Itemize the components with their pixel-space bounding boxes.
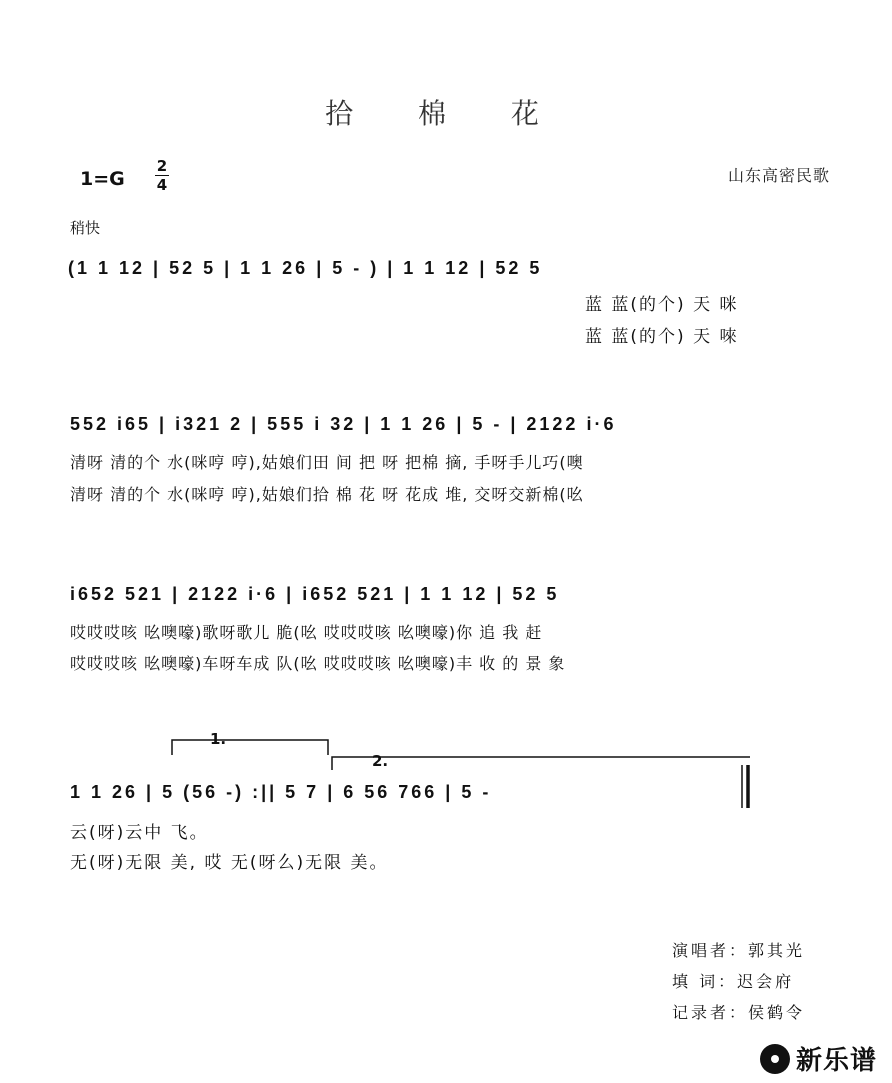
lyric-line-1-verse-1: 蓝 蓝(的个) 天 咪 [585,295,739,315]
volta-2-label: 2. [372,752,389,770]
credit-singer: 演唱者：郭其光 [672,941,806,960]
lyric-line-4-verse-2: 无(呀)无限 美, 哎 无(呀么)无限 美。 [70,853,389,873]
meter-top: 2 [156,157,168,175]
notation-line-1: (1 1 12 | 52 5 | 1 1 26 | 5 - ) | 1 1 12 | 52 5 [68,258,543,278]
lyric-line-2-verse-1: 清呀 清的个 水(咪哼 哼),姑娘们田 间 把 呀 把棉 摘, 手呀手儿巧(噢 [70,453,584,472]
credit-recorder: 记录者：侯鹤令 [672,1003,806,1022]
tempo-marking: 稍快 [70,219,101,237]
notation-line-2: 552 i65 | i321 2 | 555 i 32 | 1 1 26 | 5 - | 2122 i·6 [70,414,617,434]
lyric-line-2-verse-2: 清呀 清的个 水(咪哼 哼),姑娘们拾 棉 花 呀 花成 堆, 交呀交新棉(吆 [70,485,584,504]
song-origin: 山东高密民歌 [727,166,830,185]
lyric-line-1-verse-2: 蓝 蓝(的个) 天 唻 [585,327,739,347]
notation-line-3: i652 521 | 2122 i·6 | i652 521 | 1 1 12 | 52 5 [70,584,560,604]
volta-1-label: 1. [210,730,227,748]
credit-lyricist: 填 词：迟会府 [672,972,795,991]
watermark-logo [760,1040,877,1077]
lyric-line-4-verse-1: 云(呀)云中 飞。 [70,823,209,843]
lyric-line-3-verse-2: 哎哎哎咳 吆噢嚎)车呀车成 队(吆 哎哎哎咳 吆噢嚎)丰 收 的 景 象 [70,654,566,673]
credits-block [672,935,805,1028]
watermark-text: 新乐谱 [796,1046,878,1076]
key-signature: 1=G [80,168,125,190]
lyric-line-3-verse-1: 哎哎哎咳 吆噢嚎)歌呀歌儿 脆(吆 哎哎哎咳 吆噢嚎)你 追 我 赶 [70,623,543,642]
notation-line-4: 1 1 26 | 5 (56 -) :|| 5 7 | 6 56 766 | 5 - [70,782,492,802]
volta-2-bracket [332,757,750,770]
record-disc-icon [760,1044,790,1074]
volta-1-bracket [172,740,328,755]
page-title: 拾 棉 花 [325,97,567,130]
meter-bottom: 4 [156,176,168,194]
